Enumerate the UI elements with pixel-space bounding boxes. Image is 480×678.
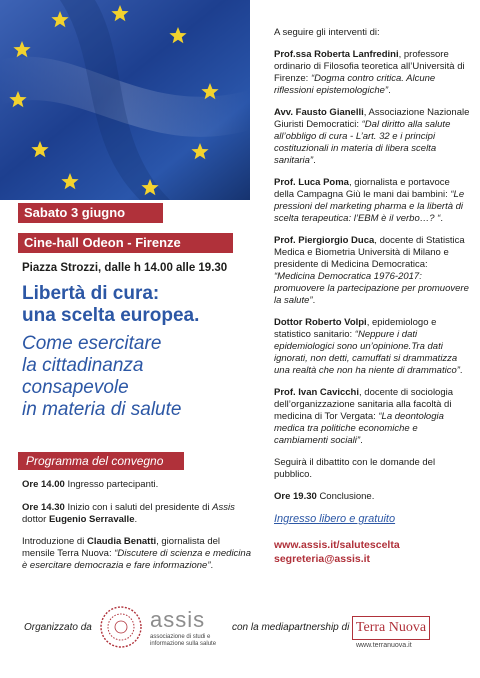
organized-by-label: Organizzato da xyxy=(24,622,92,633)
speaker-quote: “Le pressioni del marketing pharma e la libertà di scelta terapeutica: l’EBM è il verbo…? “ xyxy=(274,189,465,224)
program-item xyxy=(22,479,254,491)
speaker-role: , docente di sociologia dell’organizzazione sanitaria alla facoltà di medicina di Tor Vergata: xyxy=(274,387,454,422)
email-link[interactable]: segreteria@assis.it xyxy=(274,553,371,565)
eu-flag-image xyxy=(0,0,250,200)
speaker-entry xyxy=(274,235,470,307)
closing-text: Seguirà il dibattito con le domande del pubblico. xyxy=(274,457,436,480)
subtitle-line: consapevole xyxy=(22,377,129,398)
location-text: Piazza Strozzi, dalle h 14.00 alle 19.30 xyxy=(22,262,228,274)
speaker-quote: “La deontologia medica tra politiche economiche e cambiamenti sociali” xyxy=(274,411,444,446)
speaker-end: . xyxy=(459,365,463,376)
program-text: . xyxy=(134,514,138,525)
program-item xyxy=(22,502,254,526)
program-text: , giornalista del mensile Terra Nuova: xyxy=(22,536,221,559)
conclusion-time: Ore 19.30 xyxy=(274,491,317,502)
conclusion-line xyxy=(274,491,470,503)
title-line: una scelta europea. xyxy=(22,305,200,326)
speaker-entry xyxy=(274,107,470,167)
speaker-name: Prof. Luca Poma xyxy=(274,177,349,188)
speaker-role: , epidemiologo e statistico sanitario: xyxy=(274,317,437,340)
program-item xyxy=(22,536,254,572)
program-text: Introduzione di xyxy=(22,536,85,547)
event-title xyxy=(22,283,262,327)
program-text: Ingresso partecipanti. xyxy=(67,479,159,490)
speaker-end: . xyxy=(440,213,443,224)
speaker-end: . xyxy=(388,85,391,96)
conclusion-text: Conclusione. xyxy=(319,491,375,502)
subtitle-line: la cittadinanza xyxy=(22,355,144,376)
speaker-end: . xyxy=(313,155,316,166)
speaker-name: Avv. Fausto Gianelli xyxy=(274,107,364,118)
speaker-role: , Associazione Nazionale Giuristi Democratici: xyxy=(274,107,470,130)
speaker-quote: “Neppure i dati epidemiologici sono un’opinione.Tra dati ignorati, non detti, camuffati si drammatizza una realtà che non ha niente di drammatico” xyxy=(274,329,460,376)
speakers-intro: A seguire gli interventi di: xyxy=(274,27,380,38)
speaker-end: . xyxy=(312,295,316,306)
media-partner-label: con la mediapartnership di xyxy=(232,622,350,633)
footer xyxy=(0,604,480,664)
date-banner: Sabato 3 giugno xyxy=(18,203,163,223)
program-person: Claudia Benatti xyxy=(86,536,157,547)
program-text: . xyxy=(210,560,214,571)
speaker-role: , giornalista e portavoce della Campagna Giù le mani dai bambini: xyxy=(274,177,450,200)
speaker-entry xyxy=(274,387,470,447)
program-text: dottor xyxy=(22,514,47,525)
subtitle-line: Come esercitare xyxy=(22,333,162,354)
terra-nuova-logo: Terra Nuova xyxy=(352,616,430,640)
speaker-role: , professore ordinario di Filosofia teoretica all’Università di Firenze: xyxy=(274,49,465,84)
speaker-role: , docente di Statistica Medica e Biometria Università di Milano e presidente di Medicina Democratica: xyxy=(274,235,465,270)
speaker-name: Prof. Ivan Cavicchi xyxy=(274,387,360,398)
program-person: Eugenio Serravalle xyxy=(48,514,135,525)
speaker-name: Prof.ssa Roberta Lanfredini xyxy=(274,49,399,60)
speaker-name: Dottor Roberto Volpi xyxy=(274,317,367,328)
speaker-quote: “Dal diritto alla salute all’obbligo di cura - L’art. 32 e i principi costituzionali in materia di libera scelta sanitaria” xyxy=(274,119,451,166)
speaker-entry xyxy=(274,177,470,225)
speaker-end: . xyxy=(360,435,363,446)
speaker-name: Prof. Piergiorgio Duca xyxy=(274,235,375,246)
program-heading-banner: Programma del convegno xyxy=(18,452,184,470)
event-subtitle xyxy=(22,333,252,421)
free-entry-text: Ingresso libero e gratuito xyxy=(274,513,396,525)
venue-banner: Cine-hall Odeon - Firenze xyxy=(18,233,233,253)
speaker-entry xyxy=(274,49,470,97)
assis-logo-icon xyxy=(98,604,144,650)
assis-logo-text: assis xyxy=(150,607,206,632)
speaker-quote: “Dogma contro critica. Alcune riflessioni epistemologiche” xyxy=(274,73,436,96)
speaker-quote: “Medicina Democratica 1976-2017: promuovere la partecipazione per promuovere la salute” xyxy=(274,271,469,306)
program-text: Inizio con i saluti del presidente di xyxy=(67,502,210,513)
terra-nuova-url: www.terranuova.it xyxy=(356,642,412,649)
speaker-entry xyxy=(274,317,470,377)
subtitle-line: in materia di salute xyxy=(22,399,182,420)
program-org: Assis xyxy=(212,502,235,513)
title-line: Libertà di cura: xyxy=(22,283,160,304)
website-link[interactable]: www.assis.it/salutescelta xyxy=(274,539,400,551)
program-time: Ore 14.00 xyxy=(22,479,65,490)
program-time: Ore 14.30 xyxy=(22,502,65,513)
speakers-column xyxy=(274,27,470,566)
program-quote: “Discutere di scienza e medicina è esercitare democrazia e fare informazione” xyxy=(22,548,251,571)
assis-tagline: associazione di studi e informazione sulla salute xyxy=(150,634,217,647)
